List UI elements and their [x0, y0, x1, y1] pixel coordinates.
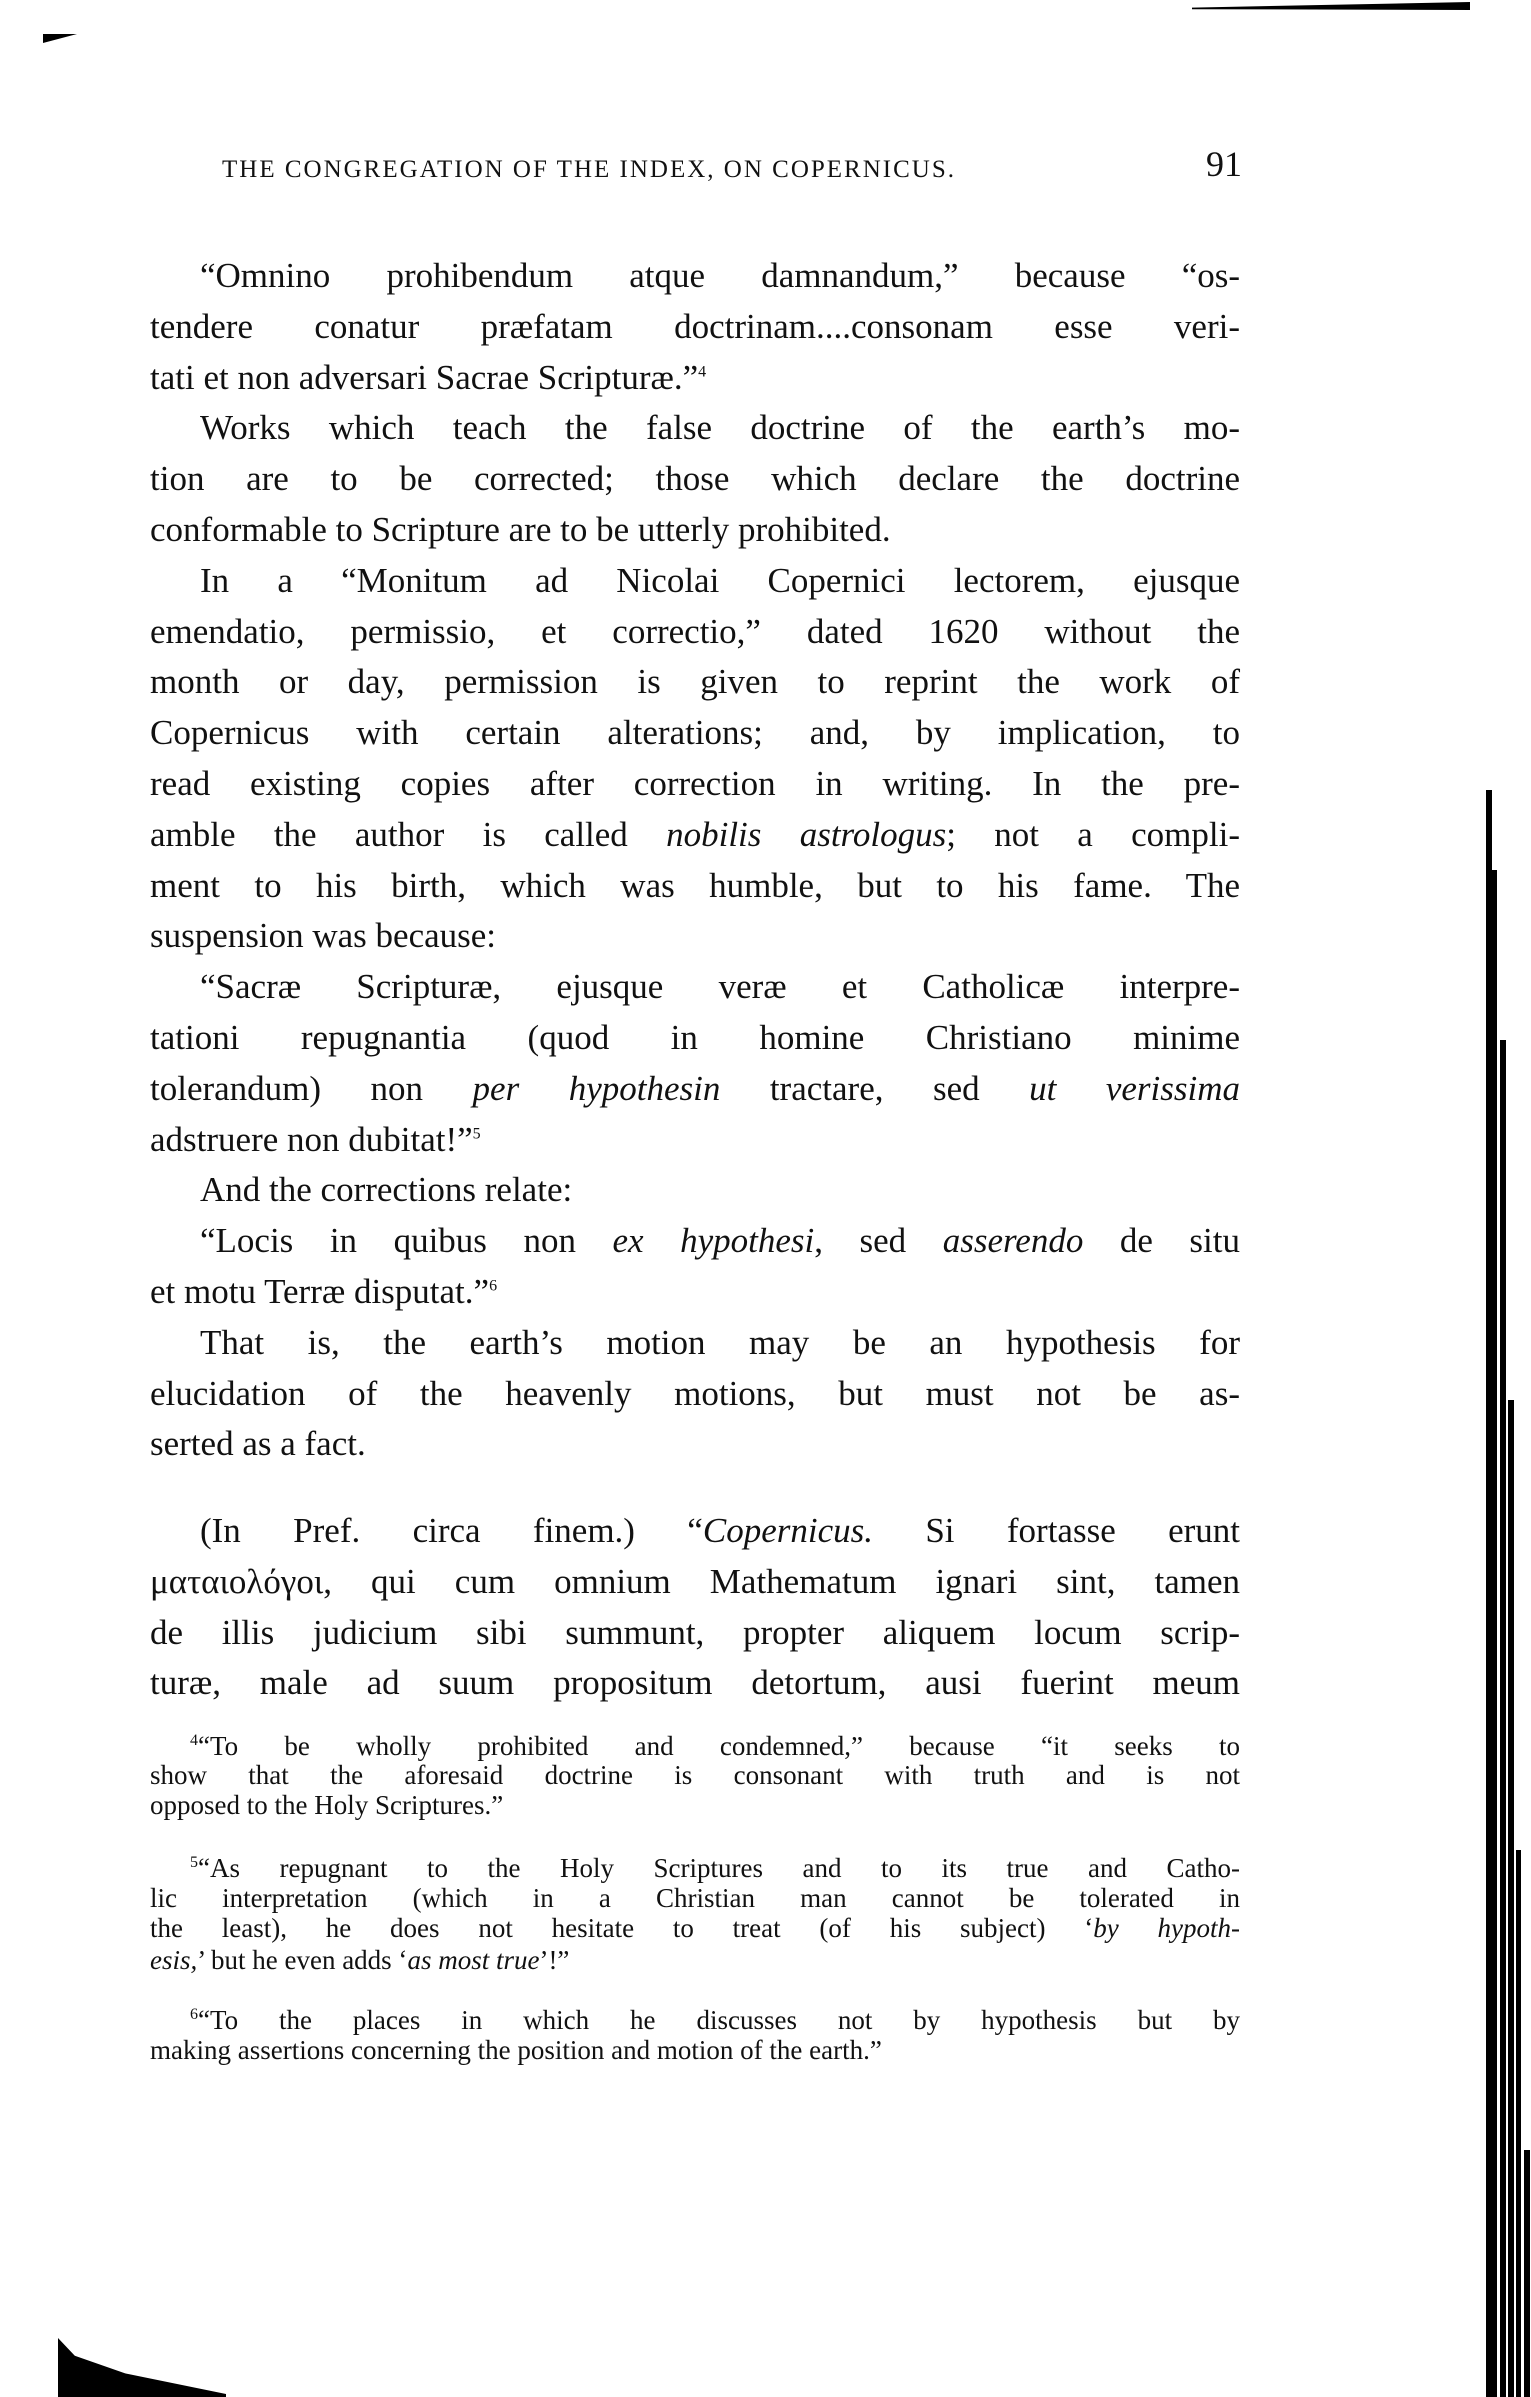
text-run: serted as a fact. [150, 1424, 366, 1464]
italic-text: by hypoth- [1093, 1913, 1240, 1943]
text-run: elucidation of the heavenly motions, but must not be as- [150, 1373, 1240, 1413]
body-line [200, 561, 1240, 601]
footnote-ref[interactable]: 4 [698, 362, 707, 380]
text-run: tendere conatur præfatam doctrinam....consonam esse veri- [150, 306, 1240, 346]
text-run: And the corrections relate: [200, 1170, 573, 1210]
text-run: , sed [814, 1221, 943, 1261]
italic-text: ut verissima [1029, 1068, 1240, 1108]
body-line [150, 307, 1240, 347]
italic-text: asserendo [942, 1221, 1084, 1261]
text-run: (In Pref. circa finem.) “ [200, 1511, 703, 1550]
text-run: month or day, permission is given to reprint the work of [150, 662, 1240, 702]
text-run: read existing copies after correction in writing. In the pre- [150, 764, 1240, 803]
body-line [150, 713, 1240, 753]
footnote-number: 4 [190, 1732, 198, 1749]
footnote-line [190, 1731, 1240, 1761]
text-run: Si fortasse erunt [872, 1511, 1240, 1550]
text-run: ’!” [539, 1945, 570, 1975]
page-edge-stripe [1500, 1040, 1506, 2397]
text-run: show that the aforesaid doctrine is consonant with truth and is not [150, 1760, 1240, 1790]
body-line [150, 1272, 1240, 1312]
text-run: ment to his birth, which was humble, but to his fame. The [150, 865, 1240, 905]
text-run: making assertions concerning the position and motion of the earth.” [150, 2035, 882, 2065]
body-line [150, 1562, 1240, 1602]
text-run: “To be wholly prohibited and condemned,” because “it seeks to [198, 1731, 1240, 1761]
text-run: lic interpretation (which in a Christian man cannot be tolerated in [150, 1883, 1240, 1913]
body-line [150, 1613, 1240, 1653]
page-number: 91 [1206, 144, 1242, 184]
text-run: emendatio, permissio, et correctio,” dated 1620 without the [150, 611, 1240, 651]
footnote-line [190, 2005, 1240, 2035]
italic-text: as most true [407, 1945, 540, 1975]
body-line [150, 1424, 1240, 1464]
running-header [222, 144, 1242, 190]
text-run: “As repugnant to the Holy Scriptures and to its true and Catho- [198, 1853, 1240, 1883]
text-run: tati et non adversari Sacrae Scripturæ.” [150, 357, 699, 397]
body-line [200, 256, 1240, 296]
text-run: “Locis in quibus non [200, 1221, 613, 1261]
body-line [150, 1018, 1240, 1058]
italic-text: per hypothesin [472, 1068, 721, 1108]
page-edge-stripe [1516, 1850, 1521, 2397]
text-run: conformable to Scripture are to be utterly prohibited. [150, 510, 891, 549]
body-line [150, 815, 1240, 855]
text-run: Works which teach the false doctrine of the earth’s mo- [200, 408, 1240, 448]
text-run: suspension was because: [150, 916, 497, 956]
body-line [150, 612, 1240, 652]
text-run: adstruere non dubitat!” [150, 1119, 473, 1159]
body-line [150, 510, 1240, 550]
text-run: de situ [1083, 1221, 1241, 1261]
text-run: Copernicus with certain alterations; and, by implication, to [150, 713, 1240, 753]
body-line [150, 764, 1240, 804]
body-line [150, 358, 1240, 398]
body-line [150, 1663, 1240, 1703]
body-line [200, 967, 1240, 1007]
text-run: de illis judicium sibi summunt, propter aliquem locum scrip- [150, 1612, 1240, 1652]
text-run: turæ, male ad suum propositum detortum, ausi fuerint meum [150, 1663, 1240, 1703]
bottom-left-mark [58, 2338, 226, 2397]
text-run: tion are to be corrected; those which declare the doctrine [150, 459, 1240, 499]
text-run: “Omnino prohibendum atque damnandum,” because “os- [200, 256, 1240, 295]
body-line [150, 1120, 1240, 1160]
text-run: tolerandum) non [150, 1068, 473, 1108]
footnote-line [150, 1760, 1240, 1790]
body-line [150, 459, 1240, 499]
text-run: ’ but he even adds ‘ [197, 1945, 408, 1975]
text-run: ματαιολόγοι, qui cum omnium Mathematum ignari sint, tamen [150, 1561, 1240, 1601]
page-edge-stripe [1508, 1400, 1514, 2397]
body-line [150, 916, 1240, 956]
text-run: tationi repugnantia (quod in homine Christiano minime [150, 1018, 1240, 1057]
footnote-line [190, 1853, 1240, 1883]
body-line [200, 1221, 1240, 1261]
footnote-ref[interactable]: 5 [472, 1124, 481, 1142]
top-left-mark [43, 34, 77, 43]
italic-text: nobilis astrologus [666, 814, 947, 854]
text-run: amble the author is called [150, 814, 667, 854]
body-line [200, 1323, 1240, 1363]
text-run: et motu Terræ disputat.” [150, 1272, 490, 1311]
body-line [200, 1170, 1240, 1210]
text-run: ; not a compli- [946, 814, 1240, 854]
footnote-line [150, 1790, 1240, 1820]
page-edge-stripe [1524, 2150, 1530, 2397]
footnote-ref[interactable]: 6 [489, 1277, 498, 1295]
text-run: tractare, sed [720, 1068, 1030, 1108]
text-run: “Sacræ Scripturæ, ejusque veræ et Catholicæ interpre- [200, 967, 1240, 1007]
italic-text: esis, [150, 1945, 198, 1975]
body-line [200, 1511, 1240, 1551]
body-line [150, 866, 1240, 906]
text-run: the least), he does not hesitate to treat (of his subject) ‘ [150, 1913, 1094, 1943]
body-line [150, 662, 1240, 702]
text-run: opposed to the Holy Scriptures.” [150, 1790, 504, 1820]
body-line [200, 408, 1240, 448]
page-edge-stripe [1492, 870, 1497, 2397]
italic-text: ex hypothesi [612, 1221, 815, 1261]
footnote-number: 5 [190, 1854, 198, 1871]
footnote-line [150, 2035, 1240, 2065]
text-run: “To the places in which he discusses not by hypothesis but by [198, 2005, 1240, 2035]
footnote-line [150, 1913, 1240, 1943]
body-line [150, 1374, 1240, 1414]
top-edge-mark [1192, 2, 1470, 10]
text-run: That is, the earth’s motion may be an hypothesis for [200, 1322, 1240, 1362]
footnote-line [150, 1883, 1240, 1913]
text-run: In a “Monitum ad Nicolai Copernici lectorem, ejusque [200, 560, 1240, 600]
body-line [150, 1069, 1240, 1109]
footnote-number: 6 [190, 2006, 198, 2023]
italic-text: Copernicus. [702, 1511, 873, 1550]
footnote-line [150, 1945, 1240, 1975]
running-title: THE CONGREGATION OF THE INDEX, ON COPERNICUS. [222, 156, 956, 183]
